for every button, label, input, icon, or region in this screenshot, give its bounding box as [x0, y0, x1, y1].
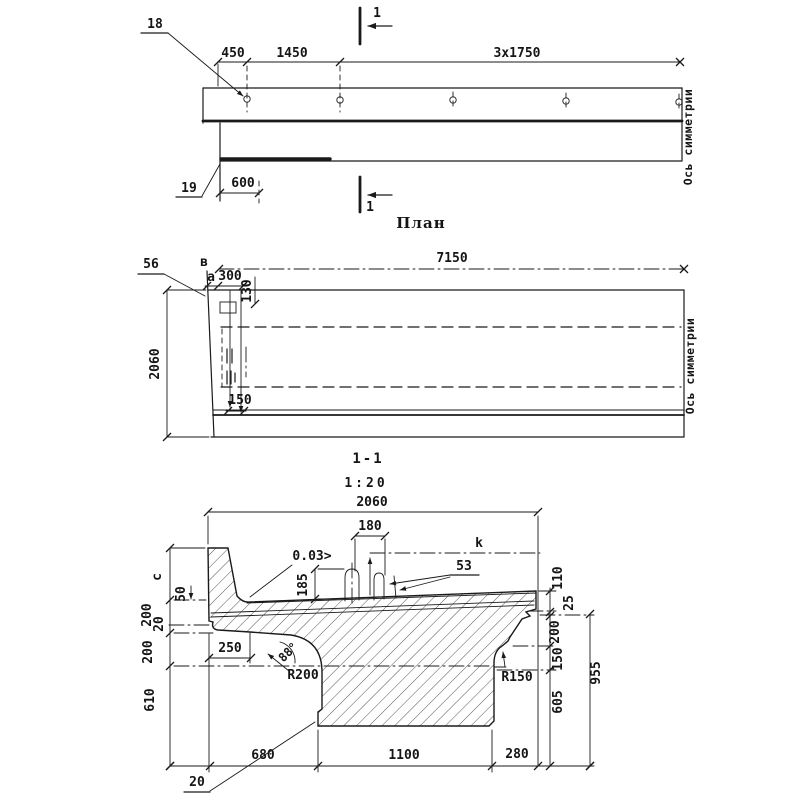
callout-20: [184, 722, 315, 792]
elevation-view: [141, 6, 695, 215]
svg-text:150: 150: [551, 647, 566, 671]
svg-text:50: 50: [174, 586, 189, 602]
svg-text:605: 605: [551, 690, 566, 714]
svg-text:110: 110: [551, 566, 566, 590]
hidden-void-lines: [221, 327, 681, 387]
svg-text:300: 300: [218, 269, 242, 284]
svg-text:18: 18: [147, 17, 163, 32]
svg-text:200: 200: [548, 620, 563, 644]
dim-1450: 1450: [276, 46, 308, 61]
section-cut-mark-top: [360, 6, 392, 44]
beam-outline: [203, 88, 682, 201]
callout-19: [176, 164, 220, 197]
section-view: [140, 451, 604, 792]
svg-text:680: 680: [251, 748, 275, 763]
section-mark-label: 1: [366, 200, 374, 215]
svg-text:19: 19: [181, 181, 197, 196]
svg-text:610: 610: [143, 688, 158, 712]
svg-text:20: 20: [189, 775, 205, 790]
svg-text:25: 25: [562, 595, 577, 611]
dim-450: 450: [221, 46, 245, 61]
slab-outline: [207, 271, 684, 437]
svg-text:7150: 7150: [436, 251, 468, 266]
svg-text:200: 200: [141, 640, 156, 664]
svg-text:250: 250: [218, 641, 242, 656]
dim-7150: [200, 251, 688, 273]
slope-label: [250, 549, 332, 597]
svg-text:185: 185: [296, 573, 311, 597]
dim-2060-plan: [148, 286, 209, 441]
svg-text:c: c: [150, 573, 165, 581]
svg-text:2060: 2060: [356, 495, 388, 510]
section-cut-mark-bottom: [360, 177, 392, 215]
svg-text:150: 150: [228, 393, 252, 408]
dim-185: [296, 565, 344, 603]
dim-3x1750: 3x1750: [493, 46, 541, 61]
svg-text:R200: R200: [287, 668, 319, 683]
hole-marks: [244, 92, 682, 111]
svg-text:180: 180: [358, 519, 382, 534]
svg-text:0.03>: 0.03>: [292, 549, 332, 564]
fillet-r150: [494, 652, 533, 685]
dim-chain-top: [214, 46, 684, 112]
svg-text:130: 130: [240, 279, 255, 303]
plan-title: План: [396, 214, 446, 232]
dim-600: [216, 176, 263, 203]
plan-view: [138, 214, 697, 441]
axis-of-symmetry-label: Ось симметрии: [683, 317, 697, 415]
dim-250: [205, 633, 255, 663]
svg-text:280: 280: [505, 747, 529, 762]
svg-text:200: 200: [140, 603, 155, 627]
point-label-v: в: [200, 255, 208, 270]
svg-text:56: 56: [143, 257, 159, 272]
dim-150: [224, 393, 252, 415]
svg-text:R150: R150: [501, 670, 533, 685]
section-scale: 1:20: [344, 476, 388, 491]
section-body: [208, 548, 536, 726]
svg-text:88°: 88°: [275, 639, 301, 665]
svg-text:k: k: [475, 536, 483, 551]
svg-text:1100: 1100: [388, 748, 420, 763]
point-label-a: а: [207, 270, 215, 285]
svg-text:53: 53: [456, 559, 472, 574]
svg-text:955: 955: [589, 661, 604, 685]
axis-k: [370, 536, 540, 595]
svg-text:600: 600: [231, 176, 255, 191]
section-title: 1-1: [352, 451, 384, 467]
axis-of-symmetry-label: Ось симметрии: [681, 88, 695, 186]
svg-text:20: 20: [152, 616, 167, 632]
svg-text:2060: 2060: [148, 348, 163, 380]
section-mark-label: 1: [373, 6, 381, 21]
fillet-r200: [268, 640, 319, 683]
callout-53: [390, 559, 479, 590]
